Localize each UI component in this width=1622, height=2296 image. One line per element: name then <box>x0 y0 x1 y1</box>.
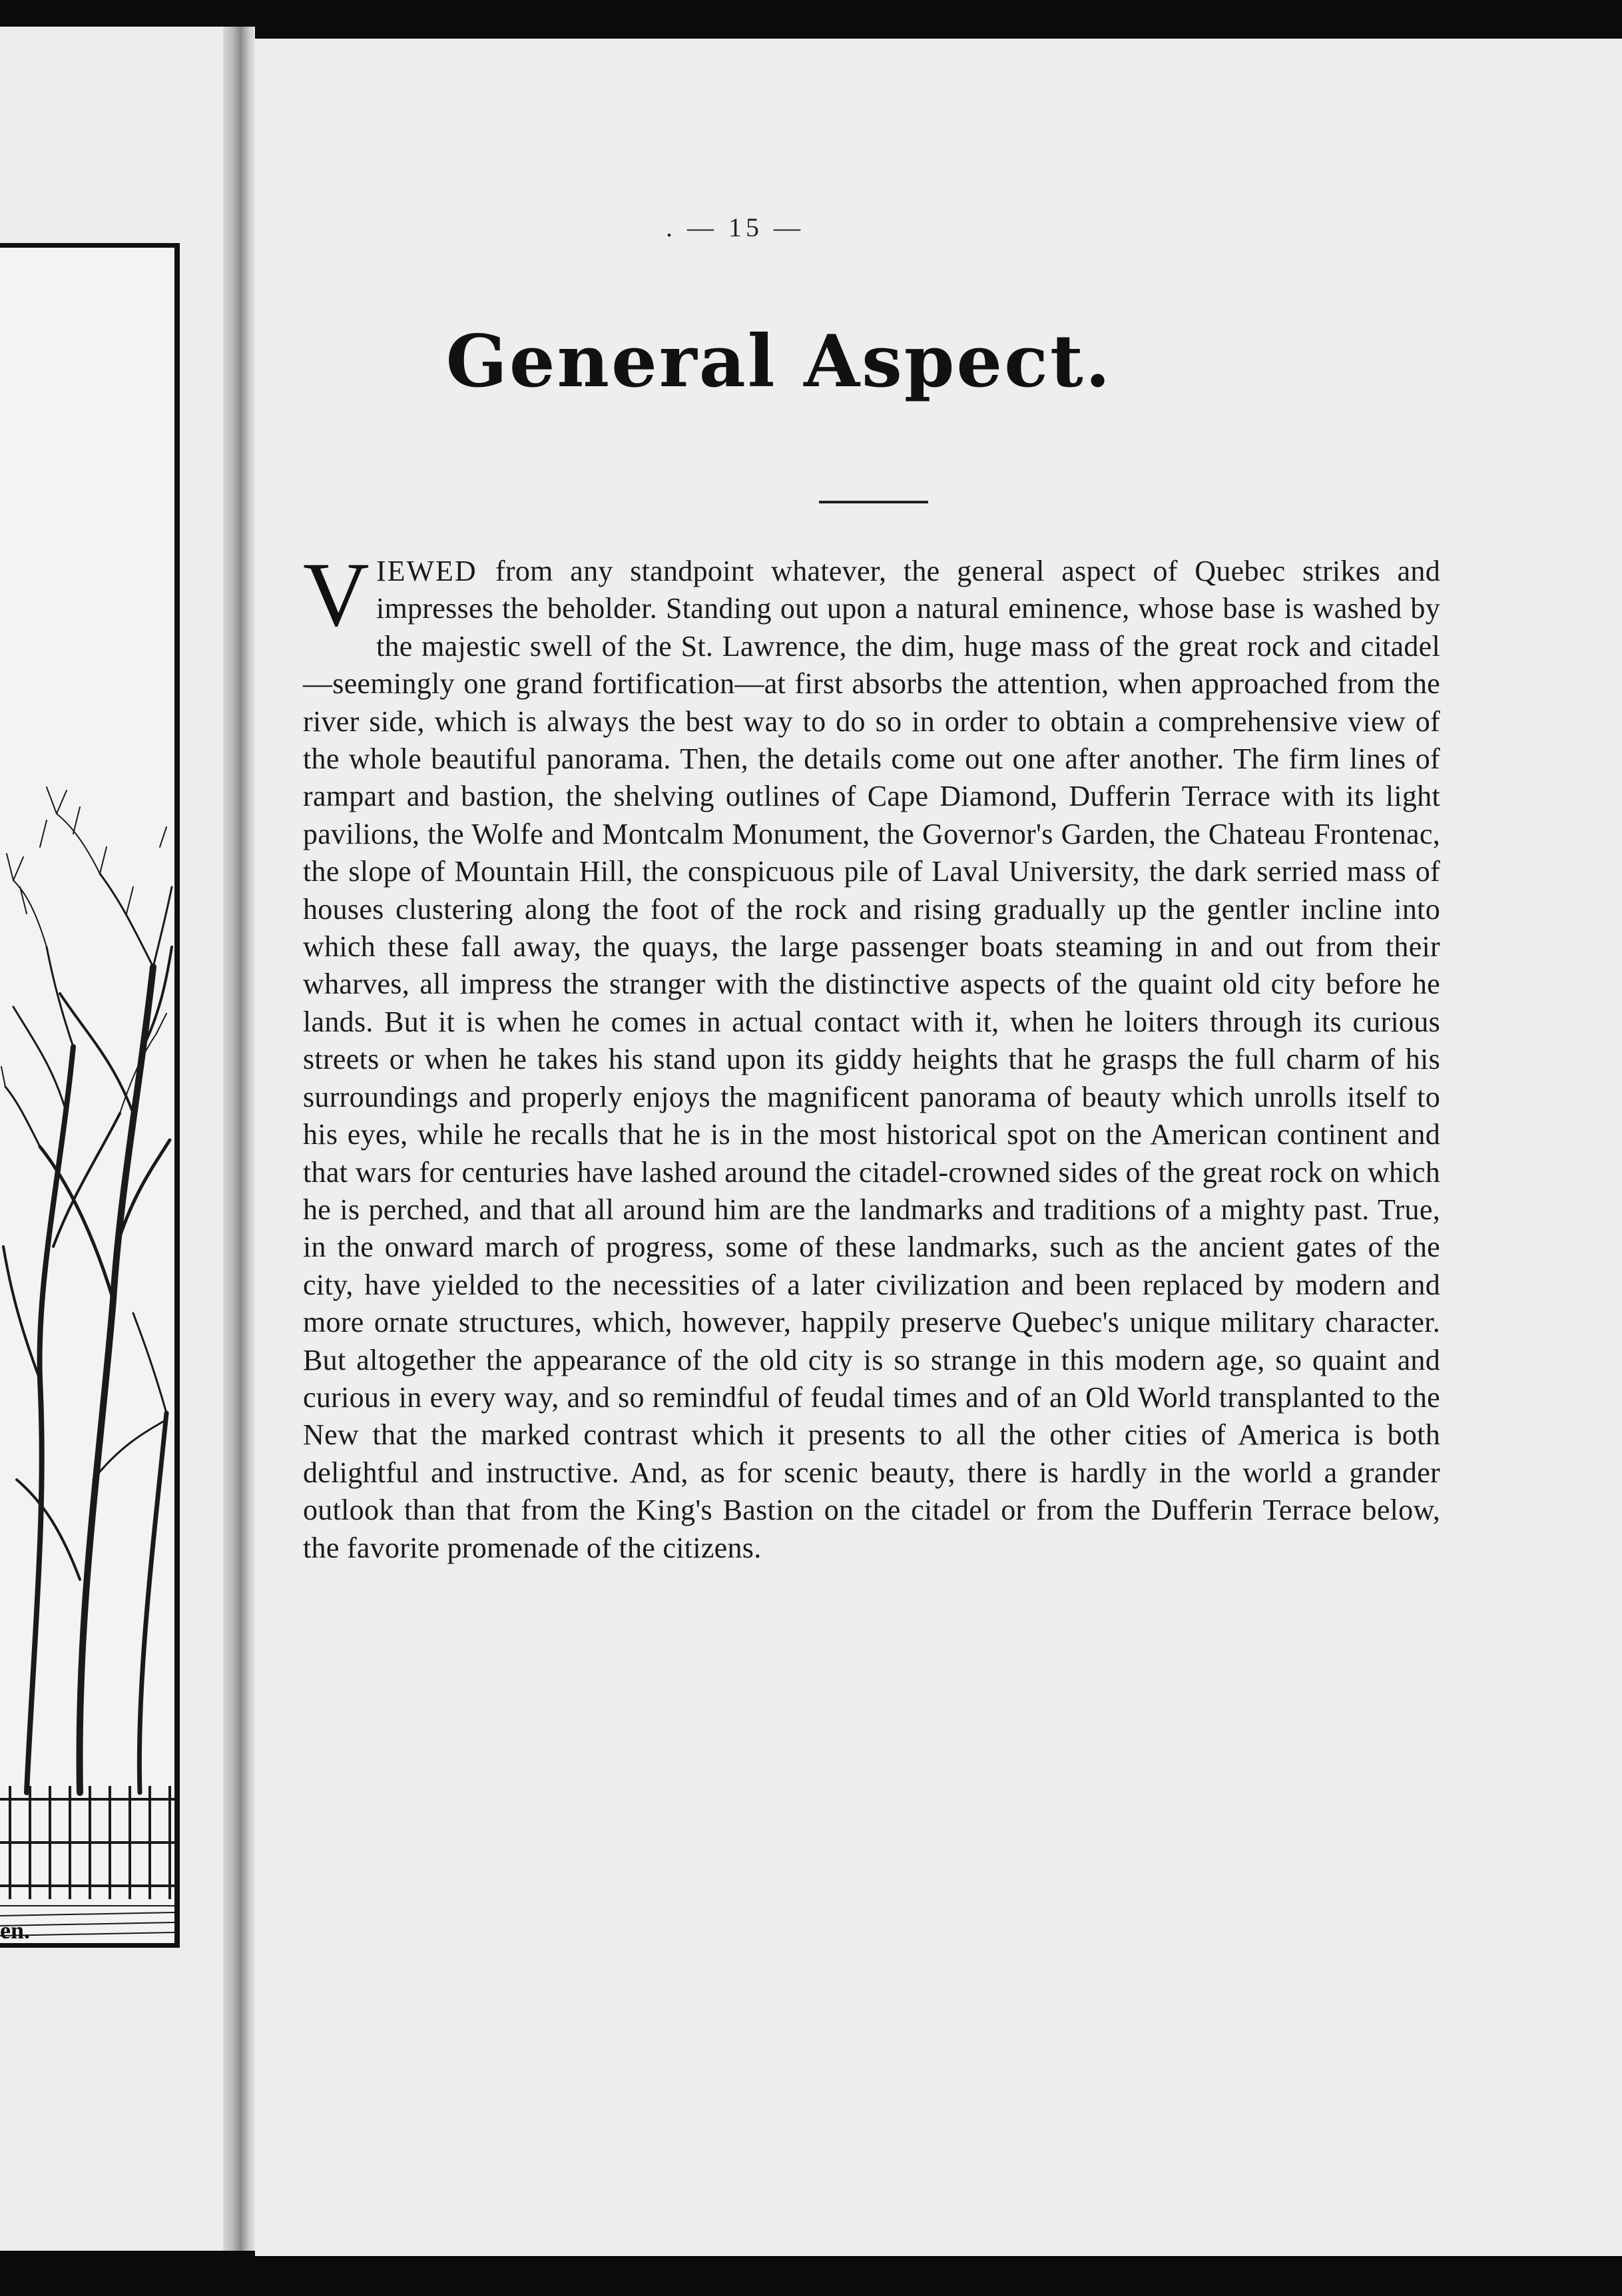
tree-engraving <box>0 248 174 1943</box>
title-rule <box>819 501 928 503</box>
lead-word: IEWED <box>376 555 495 587</box>
left-page <box>0 27 223 2251</box>
article-body <box>303 543 1440 1567</box>
drop-cap: V <box>303 543 370 645</box>
caption-fragment: en. <box>0 1917 30 1944</box>
article-text: from any standpoint whatever, the general aspect of Quebec strikes and impresses the beholder. Standing out upon a natural eminence, whose base is washed by the majestic swell of the St. Lawrence, the dim, huge mass of the great rock and citadel—seemingly one grand fortification—at first absorbs the attention, when approached from the river side, which is always the best way to do so in order to obtain a comprehensive view of the whole beautiful panorama. Then, the details come out one after another. The firm lines of rampart and bastion, the shelving outlines of Cape Diamond, Dufferin Terrace with its light pavilions, the Wolfe and Montcalm Monument, the Governor's Garden, the Chateau Frontenac, the slope of Mountain Hill, the conspicuous pile of Laval University, the dark serried mass of houses clustering along the foot of the rock and rising gradually up the gentler incline into which these fall away, the quays, the large passenger boats steaming in and out from their wharves, all impress the stranger with the distinctive aspects of the quaint old city before he lands. But it is when he comes in actual contact with it, when he loiters through its curious streets or when he takes his stand upon its giddy heights that he grasps the full charm of his surroundings and properly enjoys the magnificent panorama of beauty which unrolls itself to his eyes, while he recalls that he is in the most historical spot on the American continent and that wars for centuries have lashed around the citadel-crowned sides of the great rock on which he is perched, and that all around him are the landmarks and traditions of a mighty past. True, in the onward march of progress, some of these landmarks, such as the ancient gates of the city, have yielded to the necessities of a later civilization and been replaced by modern and more ornate structures, which, however, happily preserve Quebec's unique military character. But altogether the appearance of the old city is so strange in this modern age, so quaint and curious in every way, and so remindful of feudal times and of an Old World transplanted to the New that the marked contrast which it presents to all the other cities of America is both delightful and instructive. And, as for scenic beauty, there is hardly in the world a grander outlook than that from the King's Bastion on the citadel or from the Dufferin Terrace below, the favorite promenade of the citizens. <box>303 555 1440 1564</box>
book-gutter <box>223 27 255 2251</box>
engraving-illustration <box>0 243 180 1948</box>
page-title: General Aspect. <box>445 320 1113 404</box>
page-number: . — 15 — <box>666 212 804 242</box>
